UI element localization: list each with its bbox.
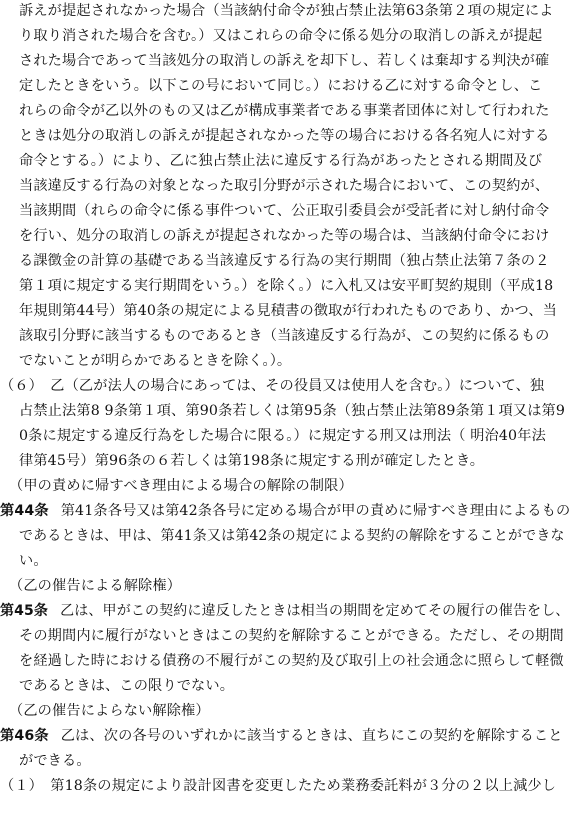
text-line: ができる。 — [19, 753, 91, 769]
text-line: であるときは、甲は、第41条又は第42条の規定による契約の解除をすることができな — [19, 528, 565, 544]
article-text: 第41条各号又は第42条各号に定める場合が甲の責めに帰すべき理由によるもの — [60, 503, 571, 519]
article-number: 第46条 — [0, 728, 49, 744]
text-line: であるときは、この限りでない。 — [19, 678, 235, 694]
article-text: 乙は、次の各号のいずれかに該当するときは、直ちにこの契約を解除すること — [60, 728, 563, 744]
text-line: 当該期間（れらの命令に係る事件ついて、公正取引委員会が受託者に対し納付命令 — [19, 203, 550, 219]
text-line: れらの命令が乙以外のもの又は乙が構成事業者である事業者団体に対して行われた — [19, 103, 550, 119]
text-line: る課徴金の計算の基礎である当該違反する行為の実行期間（独占禁止法第７条の２ — [19, 253, 550, 269]
text-line: 第１項に規定する実行期間をいう。）を除く。）に入札又は安平町契約規則（平成18 — [19, 278, 554, 294]
section-caption: （甲の責めに帰すべき理由による場合の解除の制限） — [9, 478, 353, 494]
article-44 — [0, 504, 570, 518]
text-line: り取り消された場合を含む。）又はこれらの命令に係る処分の取消しの訴えが提起 — [19, 28, 543, 44]
text-line: 該取引分野に該当するものであるとき（当該違反する行為が、この契約に係るもの — [19, 328, 550, 344]
text-line: ときは処分の取消しの訴えが提起されなかった等の場合における各名宛人に対する — [19, 128, 550, 144]
article-46 — [0, 729, 563, 743]
list-item-6: （６） 乙（乙が法人の場合にあっては、その役員又は使用人を含む。）について、独 — [0, 378, 545, 394]
text-line: 年規則第44号）第40条の規定による見積書の徴取が行われたものであり、かつ、当 — [19, 303, 557, 319]
article-text: 乙は、甲がこの契約に違反したときは相当の期間を定めてその履行の催告をし、 — [60, 603, 570, 619]
text-line: 訴えが提起されなかった場合（当該納付命令が独占禁止法第63条第２項の規定によ — [19, 3, 554, 19]
text-line: 0条に規定する違反行為をした場合に限る。）に規定する刑又は刑法（ 明治40年法 — [19, 428, 546, 444]
text-line: 占禁止法第8 9条第１項、第90条若しくは第95条（独占禁止法第89条第１項又は第9 — [19, 403, 566, 419]
section-caption: （乙の催告によらない解除権） — [9, 703, 210, 719]
text-line: その期間内に履行がないときはこの契約を解除することができる。ただし、その期間 — [19, 628, 564, 644]
text-line: を行い、処分の取消しの訴えが提起されなかった等の場合は、当該納付命令におけ — [19, 228, 550, 244]
text-line: 当該違反する行為の対象となった取引分野が示された場合において、この契約が、 — [19, 178, 550, 194]
section-caption: （乙の催告による解除権） — [9, 578, 182, 594]
article-45 — [0, 604, 570, 618]
article-number: 第44条 — [0, 503, 49, 519]
text-line: 定したときをいう。以下この号において同じ。）における乙に対する命令とし、こ — [19, 78, 543, 94]
article-number: 第45条 — [0, 603, 49, 619]
text-line: 律第45号）第96条の６若しくは第198条に規定する刑が確定したとき。 — [19, 453, 485, 469]
text-line: でないことが明らかであるときを除く。）。 — [19, 353, 292, 369]
list-item-1: （１） 第18条の規定により設計図書を変更したため業務委託料が３分の２以上減少し — [0, 778, 557, 794]
text-line: された場合であって当該処分の取消しの訴えを却下し、若しくは棄却する判決が確 — [19, 53, 550, 69]
text-line: い。 — [19, 553, 48, 569]
text-line: を経過した時における債務の不履行がこの契約及び取引上の社会通念に照らして軽微 — [19, 653, 564, 669]
text-line: 命令とする。）により、乙に独占禁止法に違反する行為があったとされる期間及び — [19, 153, 543, 169]
